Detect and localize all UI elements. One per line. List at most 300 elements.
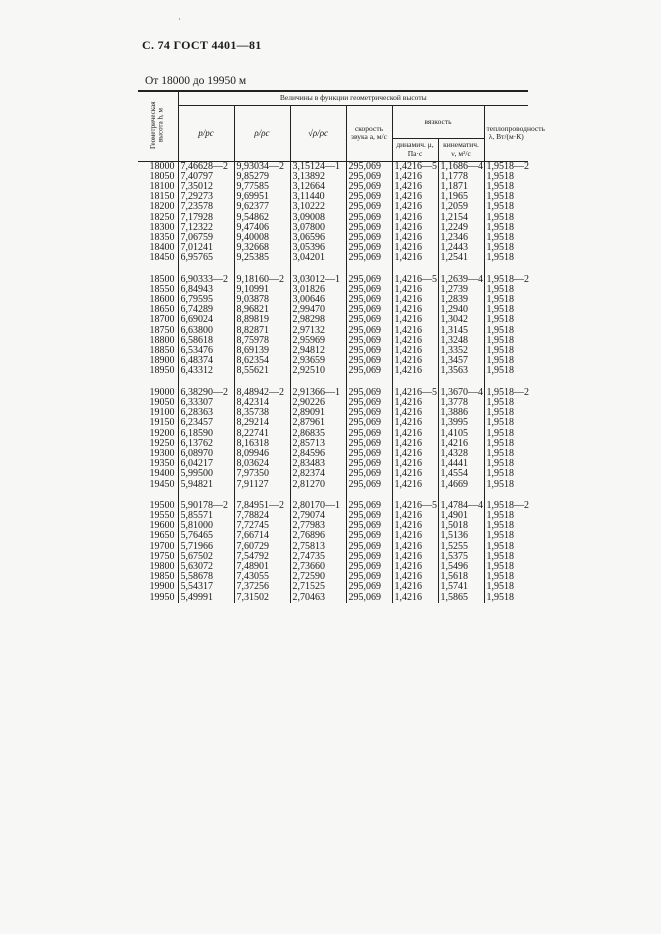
cell-altitude: 18150	[149, 191, 175, 203]
cell-density-ratio: 7,54792	[234, 552, 290, 562]
cell-sqrt-density-ratio: 3,10222	[290, 202, 346, 212]
cell-altitude: 18350	[149, 232, 175, 244]
cell-sqrt-density-ratio: 2,94812	[290, 346, 346, 356]
cell-altitude: 18450	[149, 252, 175, 264]
cell-conductivity: 1,9518	[484, 192, 528, 202]
cell-kin-viscosity: 1,2443	[438, 243, 484, 253]
cell-altitude: 19450	[149, 478, 175, 490]
cell-dyn-viscosity: 1,4216	[392, 172, 438, 182]
cell-altitude: 19800	[149, 560, 175, 572]
cell-dyn-viscosity: 1,4216	[392, 243, 438, 253]
cell-dyn-viscosity: 1,4216	[392, 202, 438, 212]
cell-density-ratio: 8,89819	[234, 315, 290, 325]
cell-pressure-ratio: 7,06759	[178, 233, 234, 243]
cell-density-ratio: 7,78824	[234, 511, 290, 521]
cell-pressure-ratio: 7,29273	[178, 192, 234, 202]
cell-altitude: 18200	[149, 201, 175, 213]
header-sqrt-density-ratio: √ρ/ρc	[290, 105, 346, 161]
cell-conductivity: 1,9518	[484, 326, 528, 336]
cell-sound-speed: 295,069	[346, 562, 392, 572]
cell-sqrt-density-ratio: 2,76896	[290, 531, 346, 541]
header-altitude: Геометрическая высота h, м	[138, 91, 178, 161]
cell-sqrt-density-ratio: 2,73660	[290, 562, 346, 572]
cell-altitude: 19300	[149, 447, 175, 459]
cell-sqrt-density-ratio: 2,74735	[290, 552, 346, 562]
cell-kin-viscosity: 1,3457	[438, 356, 484, 366]
cell-pressure-ratio: 6,23457	[178, 418, 234, 428]
cell-density-ratio: 9,62377	[234, 202, 290, 212]
cell-altitude: 19500	[149, 499, 175, 511]
cell-density-ratio: 9,25385	[234, 253, 290, 263]
cell-sqrt-density-ratio: 3,13892	[290, 172, 346, 182]
cell-pressure-ratio: 5,54317	[178, 582, 234, 592]
cell-pressure-ratio: 6,28363	[178, 408, 234, 418]
cell-sound-speed: 295,069	[346, 521, 392, 531]
cell-conductivity: 1,9518	[484, 531, 528, 541]
cell-dyn-viscosity: 1,4216	[392, 562, 438, 572]
cell-density-ratio: 8,03624	[234, 459, 290, 469]
cell-conductivity: 1,9518	[484, 480, 528, 490]
cell-kin-viscosity: 1,4105	[438, 429, 484, 439]
header-viscosity: вязкость	[392, 105, 484, 139]
cell-density-ratio: 8,96821	[234, 305, 290, 315]
cell-density-ratio: 9,47406	[234, 223, 290, 233]
cell-pressure-ratio: 6,79595	[178, 295, 234, 305]
cell-conductivity: 1,9518	[484, 511, 528, 521]
cell-altitude: 19100	[149, 407, 175, 419]
cell-sqrt-density-ratio: 3,15124—1	[290, 161, 346, 172]
cell-dyn-viscosity: 1,4216	[392, 285, 438, 295]
cell-dyn-viscosity: 1,4216	[392, 253, 438, 263]
cell-sound-speed: 295,069	[346, 243, 392, 253]
cell-dyn-viscosity: 1,4216	[392, 305, 438, 315]
range-caption: От 18000 до 19950 м	[145, 75, 247, 87]
cell-altitude: 18800	[149, 334, 175, 346]
cell-sound-speed: 295,069	[346, 418, 392, 428]
cell-pressure-ratio: 5,67502	[178, 552, 234, 562]
cell-dyn-viscosity: 1,4216	[392, 366, 438, 376]
cell-sqrt-density-ratio: 3,12664	[290, 182, 346, 192]
cell-dyn-viscosity: 1,4216—5	[392, 501, 438, 511]
header-sound-speed: скорость звука a, м/с	[346, 105, 392, 161]
cell-density-ratio: 8,09946	[234, 449, 290, 459]
cell-conductivity: 1,9518	[484, 562, 528, 572]
cell-sound-speed: 295,069	[346, 182, 392, 192]
cell-density-ratio: 8,42314	[234, 398, 290, 408]
cell-altitude: 19700	[149, 540, 175, 552]
cell-pressure-ratio: 6,74289	[178, 305, 234, 315]
cell-dyn-viscosity: 1,4216	[392, 356, 438, 366]
cell-kin-viscosity: 1,3995	[438, 418, 484, 428]
cell-conductivity: 1,9518	[484, 346, 528, 356]
cell-pressure-ratio: 6,69024	[178, 315, 234, 325]
table-gap-row	[138, 264, 528, 275]
header-group: Величины в функции геометрической высоты	[178, 91, 528, 105]
cell-pressure-ratio: 5,49991	[178, 593, 234, 603]
cell-altitude: 19550	[149, 509, 175, 521]
cell-sound-speed: 295,069	[346, 275, 392, 285]
cell-pressure-ratio: 7,35012	[178, 182, 234, 192]
cell-sqrt-density-ratio: 2,85713	[290, 439, 346, 449]
cell-sqrt-density-ratio: 3,03012—1	[290, 275, 346, 285]
header-conductivity: теплопроводность λ, Вт/(м·К)	[484, 105, 528, 161]
cell-altitude: 18750	[149, 324, 175, 336]
cell-pressure-ratio: 7,12322	[178, 223, 234, 233]
cell-sqrt-density-ratio: 3,05396	[290, 243, 346, 253]
cell-conductivity: 1,9518	[484, 336, 528, 346]
cell-sound-speed: 295,069	[346, 572, 392, 582]
cell-density-ratio: 8,82871	[234, 326, 290, 336]
cell-sqrt-density-ratio: 2,71525	[290, 582, 346, 592]
cell-sound-speed: 295,069	[346, 315, 392, 325]
cell-conductivity: 1,9518—2	[484, 275, 528, 285]
cell-sound-speed: 295,069	[346, 285, 392, 295]
cell-kin-viscosity: 1,4901	[438, 511, 484, 521]
cell-pressure-ratio: 5,63072	[178, 562, 234, 572]
cell-pressure-ratio: 5,71966	[178, 542, 234, 552]
cell-altitude: 18050	[149, 170, 175, 182]
table-row	[138, 480, 528, 490]
cell-conductivity: 1,9518—2	[484, 388, 528, 398]
cell-kin-viscosity: 1,5741	[438, 582, 484, 592]
cell-altitude: 19000	[149, 386, 175, 398]
cell-dyn-viscosity: 1,4216	[392, 192, 438, 202]
cell-sound-speed: 295,069	[346, 429, 392, 439]
cell-pressure-ratio: 5,99500	[178, 469, 234, 479]
cell-density-ratio: 9,32668	[234, 243, 290, 253]
cell-altitude: 18550	[149, 283, 175, 295]
cell-conductivity: 1,9518	[484, 459, 528, 469]
cell-pressure-ratio: 6,48374	[178, 356, 234, 366]
cell-kin-viscosity: 1,2249	[438, 223, 484, 233]
cell-dyn-viscosity: 1,4216	[392, 295, 438, 305]
cell-kin-viscosity: 1,2739	[438, 285, 484, 295]
cell-dyn-viscosity: 1,4216	[392, 182, 438, 192]
cell-sound-speed: 295,069	[346, 531, 392, 541]
table-row	[138, 531, 528, 541]
gap-cell	[438, 264, 484, 275]
cell-sqrt-density-ratio: 2,93659	[290, 356, 346, 366]
cell-altitude: 19600	[149, 520, 175, 532]
cell-dyn-viscosity: 1,4216	[392, 521, 438, 531]
cell-density-ratio: 7,72745	[234, 521, 290, 531]
cell-conductivity: 1,9518	[484, 542, 528, 552]
cell-altitude: 19050	[149, 396, 175, 408]
cell-kin-viscosity: 1,3248	[438, 336, 484, 346]
cell-kin-viscosity: 1,2940	[438, 305, 484, 315]
cell-density-ratio: 9,85279	[234, 172, 290, 182]
cell-sound-speed: 295,069	[346, 295, 392, 305]
cell-density-ratio: 7,84951—2	[234, 501, 290, 511]
cell-pressure-ratio: 6,18590	[178, 429, 234, 439]
cell-density-ratio: 8,69139	[234, 346, 290, 356]
cell-conductivity: 1,9518	[484, 305, 528, 315]
gap-cell	[484, 264, 528, 275]
cell-dyn-viscosity: 1,4216	[392, 213, 438, 223]
cell-sound-speed: 295,069	[346, 439, 392, 449]
cell-kin-viscosity: 1,5136	[438, 531, 484, 541]
cell-sound-speed: 295,069	[346, 305, 392, 315]
cell-altitude: 18500	[149, 273, 175, 285]
cell-density-ratio: 8,55621	[234, 366, 290, 376]
cell-dyn-viscosity: 1,4216	[392, 459, 438, 469]
cell-kin-viscosity: 1,2059	[438, 202, 484, 212]
cell-dyn-viscosity: 1,4216	[392, 542, 438, 552]
cell-density-ratio: 8,62354	[234, 356, 290, 366]
cell-sqrt-density-ratio: 2,81270	[290, 480, 346, 490]
cell-density-ratio: 7,97350	[234, 469, 290, 479]
cell-sound-speed: 295,069	[346, 213, 392, 223]
cell-density-ratio: 9,69951	[234, 192, 290, 202]
cell-sqrt-density-ratio: 2,79074	[290, 511, 346, 521]
cell-pressure-ratio: 7,01241	[178, 243, 234, 253]
cell-dyn-viscosity: 1,4216	[392, 480, 438, 490]
cell-sound-speed: 295,069	[346, 459, 392, 469]
cell-dyn-viscosity: 1,4216—5	[392, 275, 438, 285]
table-body	[138, 161, 528, 603]
cell-kin-viscosity: 1,4784—4	[438, 501, 484, 511]
page-header: С. 74 ГОСТ 4401—81	[142, 38, 262, 52]
cell-dyn-viscosity: 1,4216	[392, 326, 438, 336]
cell-sqrt-density-ratio: 2,92510	[290, 366, 346, 376]
cell-kin-viscosity: 1,2839	[438, 295, 484, 305]
cell-altitude: 18950	[149, 365, 175, 377]
cell-sound-speed: 295,069	[346, 336, 392, 346]
cell-density-ratio: 9,40008	[234, 233, 290, 243]
cell-dyn-viscosity: 1,4216	[392, 429, 438, 439]
table-row	[138, 366, 528, 376]
cell-altitude: 18100	[149, 181, 175, 193]
cell-sound-speed: 295,069	[346, 172, 392, 182]
table-row	[138, 418, 528, 428]
cell-kin-viscosity: 1,4441	[438, 459, 484, 469]
cell-sqrt-density-ratio: 3,00646	[290, 295, 346, 305]
cell-sqrt-density-ratio: 2,95969	[290, 336, 346, 346]
cell-density-ratio: 8,48942—2	[234, 388, 290, 398]
cell-dyn-viscosity: 1,4216	[392, 511, 438, 521]
cell-sqrt-density-ratio: 3,04201	[290, 253, 346, 263]
table-row	[138, 593, 528, 603]
cell-density-ratio: 8,75978	[234, 336, 290, 346]
cell-pressure-ratio: 6,90333—2	[178, 275, 234, 285]
cell-pressure-ratio: 7,40797	[178, 172, 234, 182]
cell-conductivity: 1,9518	[484, 552, 528, 562]
cell-pressure-ratio: 6,04217	[178, 459, 234, 469]
cell-altitude: 18400	[149, 242, 175, 254]
cell-conductivity: 1,9518—2	[484, 161, 528, 172]
cell-sound-speed: 295,069	[346, 202, 392, 212]
cell-kin-viscosity: 1,5255	[438, 542, 484, 552]
cell-conductivity: 1,9518	[484, 572, 528, 582]
cell-conductivity: 1,9518—2	[484, 501, 528, 511]
cell-pressure-ratio: 6,08970	[178, 449, 234, 459]
cell-sqrt-density-ratio: 2,83483	[290, 459, 346, 469]
cell-density-ratio: 8,16318	[234, 439, 290, 449]
header-dyn-viscosity: динамич. μ, Па·с	[392, 139, 438, 161]
cell-sqrt-density-ratio: 2,80170—1	[290, 501, 346, 511]
gap-cell	[346, 264, 392, 275]
cell-kin-viscosity: 1,2154	[438, 213, 484, 223]
cell-altitude: 18650	[149, 304, 175, 316]
cell-conductivity: 1,9518	[484, 593, 528, 603]
cell-kin-viscosity: 1,3778	[438, 398, 484, 408]
cell-dyn-viscosity: 1,4216	[392, 449, 438, 459]
cell-density-ratio: 8,22741	[234, 429, 290, 439]
cell-sqrt-density-ratio: 2,82374	[290, 469, 346, 479]
cell-density-ratio: 7,48901	[234, 562, 290, 572]
cell-dyn-viscosity: 1,4216	[392, 582, 438, 592]
cell-kin-viscosity: 1,2639—4	[438, 275, 484, 285]
cell-sound-speed: 295,069	[346, 449, 392, 459]
cell-kin-viscosity: 1,5496	[438, 562, 484, 572]
cell-sqrt-density-ratio: 2,91366—1	[290, 388, 346, 398]
cell-altitude: 19150	[149, 417, 175, 429]
cell-sqrt-density-ratio: 3,07800	[290, 223, 346, 233]
cell-dyn-viscosity: 1,4216	[392, 469, 438, 479]
cell-pressure-ratio: 5,58678	[178, 572, 234, 582]
cell-conductivity: 1,9518	[484, 521, 528, 531]
cell-dyn-viscosity: 1,4216	[392, 223, 438, 233]
cell-sqrt-density-ratio: 2,72590	[290, 572, 346, 582]
cell-pressure-ratio: 6,63800	[178, 326, 234, 336]
cell-conductivity: 1,9518	[484, 243, 528, 253]
cell-density-ratio: 9,77585	[234, 182, 290, 192]
cell-kin-viscosity: 1,3563	[438, 366, 484, 376]
cell-sqrt-density-ratio: 2,77983	[290, 521, 346, 531]
cell-altitude: 18250	[149, 211, 175, 223]
cell-kin-viscosity: 1,4216	[438, 439, 484, 449]
cell-conductivity: 1,9518	[484, 285, 528, 295]
cell-altitude: 18900	[149, 355, 175, 367]
cell-conductivity: 1,9518	[484, 356, 528, 366]
cell-pressure-ratio: 6,84943	[178, 285, 234, 295]
cell-kin-viscosity: 1,3352	[438, 346, 484, 356]
cell-kin-viscosity: 1,1686—4	[438, 161, 484, 172]
cell-pressure-ratio: 5,85571	[178, 511, 234, 521]
cell-conductivity: 1,9518	[484, 449, 528, 459]
cell-kin-viscosity: 1,2541	[438, 253, 484, 263]
atmosphere-table-wrap	[138, 90, 545, 603]
cell-kin-viscosity: 1,1965	[438, 192, 484, 202]
cell-altitude: 19650	[149, 530, 175, 542]
cell-pressure-ratio: 5,90178—2	[178, 501, 234, 511]
cell-altitude: 18300	[149, 221, 175, 233]
cell-density-ratio: 9,18160—2	[234, 275, 290, 285]
cell-conductivity: 1,9518	[484, 182, 528, 192]
cell-sqrt-density-ratio: 2,90226	[290, 398, 346, 408]
cell-sound-speed: 295,069	[346, 161, 392, 172]
cell-pressure-ratio: 5,76465	[178, 531, 234, 541]
cell-sound-speed: 295,069	[346, 408, 392, 418]
cell-pressure-ratio: 6,38290—2	[178, 388, 234, 398]
cell-conductivity: 1,9518	[484, 295, 528, 305]
cell-density-ratio: 7,66714	[234, 531, 290, 541]
cell-conductivity: 1,9518	[484, 469, 528, 479]
cell-conductivity: 1,9518	[484, 213, 528, 223]
cell-conductivity: 1,9518	[484, 582, 528, 592]
cell-pressure-ratio: 5,81000	[178, 521, 234, 531]
cell-sqrt-density-ratio: 2,75813	[290, 542, 346, 552]
cell-kin-viscosity: 1,5018	[438, 521, 484, 531]
cell-sqrt-density-ratio: 3,11440	[290, 192, 346, 202]
cell-kin-viscosity: 1,3042	[438, 315, 484, 325]
cell-sound-speed: 295,069	[346, 552, 392, 562]
cell-density-ratio: 9,93034—2	[234, 161, 290, 172]
cell-density-ratio: 7,43055	[234, 572, 290, 582]
cell-sound-speed: 295,069	[346, 511, 392, 521]
cell-kin-viscosity: 1,5375	[438, 552, 484, 562]
header-pressure-ratio: p/pc	[178, 105, 234, 161]
cell-kin-viscosity: 1,2346	[438, 233, 484, 243]
cell-pressure-ratio: 7,46628—2	[178, 161, 234, 172]
cell-density-ratio: 9,54862	[234, 213, 290, 223]
cell-altitude: 19350	[149, 458, 175, 470]
gap-cell	[178, 264, 234, 275]
cell-dyn-viscosity: 1,4216	[392, 315, 438, 325]
cell-dyn-viscosity: 1,4216	[392, 346, 438, 356]
cell-altitude: 19900	[149, 581, 175, 593]
cell-pressure-ratio: 6,43312	[178, 366, 234, 376]
cell-sqrt-density-ratio: 2,70463	[290, 593, 346, 603]
cell-altitude: 19400	[149, 468, 175, 480]
cell-kin-viscosity: 1,3145	[438, 326, 484, 336]
cell-conductivity: 1,9518	[484, 398, 528, 408]
cell-pressure-ratio: 6,13762	[178, 439, 234, 449]
cell-conductivity: 1,9518	[484, 408, 528, 418]
cell-conductivity: 1,9518	[484, 366, 528, 376]
cell-density-ratio: 7,37256	[234, 582, 290, 592]
cell-altitude: 18850	[149, 345, 175, 357]
cell-sqrt-density-ratio: 3,01826	[290, 285, 346, 295]
cell-sound-speed: 295,069	[346, 192, 392, 202]
gap-cell	[290, 264, 346, 275]
cell-kin-viscosity: 1,4328	[438, 449, 484, 459]
cell-pressure-ratio: 6,58618	[178, 336, 234, 346]
cell-kin-viscosity: 1,3886	[438, 408, 484, 418]
cell-conductivity: 1,9518	[484, 233, 528, 243]
cell-conductivity: 1,9518	[484, 315, 528, 325]
cell-dyn-viscosity: 1,4216—5	[392, 388, 438, 398]
cell-sqrt-density-ratio: 2,99470	[290, 305, 346, 315]
cell-dyn-viscosity: 1,4216	[392, 418, 438, 428]
cell-conductivity: 1,9518	[484, 223, 528, 233]
cell-kin-viscosity: 1,1871	[438, 182, 484, 192]
cell-density-ratio: 8,29214	[234, 418, 290, 428]
cell-conductivity: 1,9518	[484, 253, 528, 263]
cell-pressure-ratio: 6,95765	[178, 253, 234, 263]
cell-altitude: 18700	[149, 314, 175, 326]
cell-altitude: 19750	[149, 550, 175, 562]
cell-dyn-viscosity: 1,4216	[392, 439, 438, 449]
cell-altitude: 19950	[149, 591, 175, 603]
cell-sound-speed: 295,069	[346, 253, 392, 263]
table-row	[138, 253, 528, 263]
cell-sound-speed: 295,069	[346, 233, 392, 243]
cell-sound-speed: 295,069	[346, 346, 392, 356]
cell-pressure-ratio: 6,33307	[178, 398, 234, 408]
cell-conductivity: 1,9518	[484, 439, 528, 449]
cell-sqrt-density-ratio: 2,89091	[290, 408, 346, 418]
cell-sound-speed: 295,069	[346, 398, 392, 408]
cell-kin-viscosity: 1,5618	[438, 572, 484, 582]
cell-density-ratio: 7,91127	[234, 480, 290, 490]
cell-dyn-viscosity: 1,4216	[392, 572, 438, 582]
atmosphere-table	[138, 90, 545, 603]
cell-sound-speed: 295,069	[346, 326, 392, 336]
cell-sqrt-density-ratio: 3,06596	[290, 233, 346, 243]
cell-density-ratio: 8,35738	[234, 408, 290, 418]
cell-sound-speed: 295,069	[346, 356, 392, 366]
